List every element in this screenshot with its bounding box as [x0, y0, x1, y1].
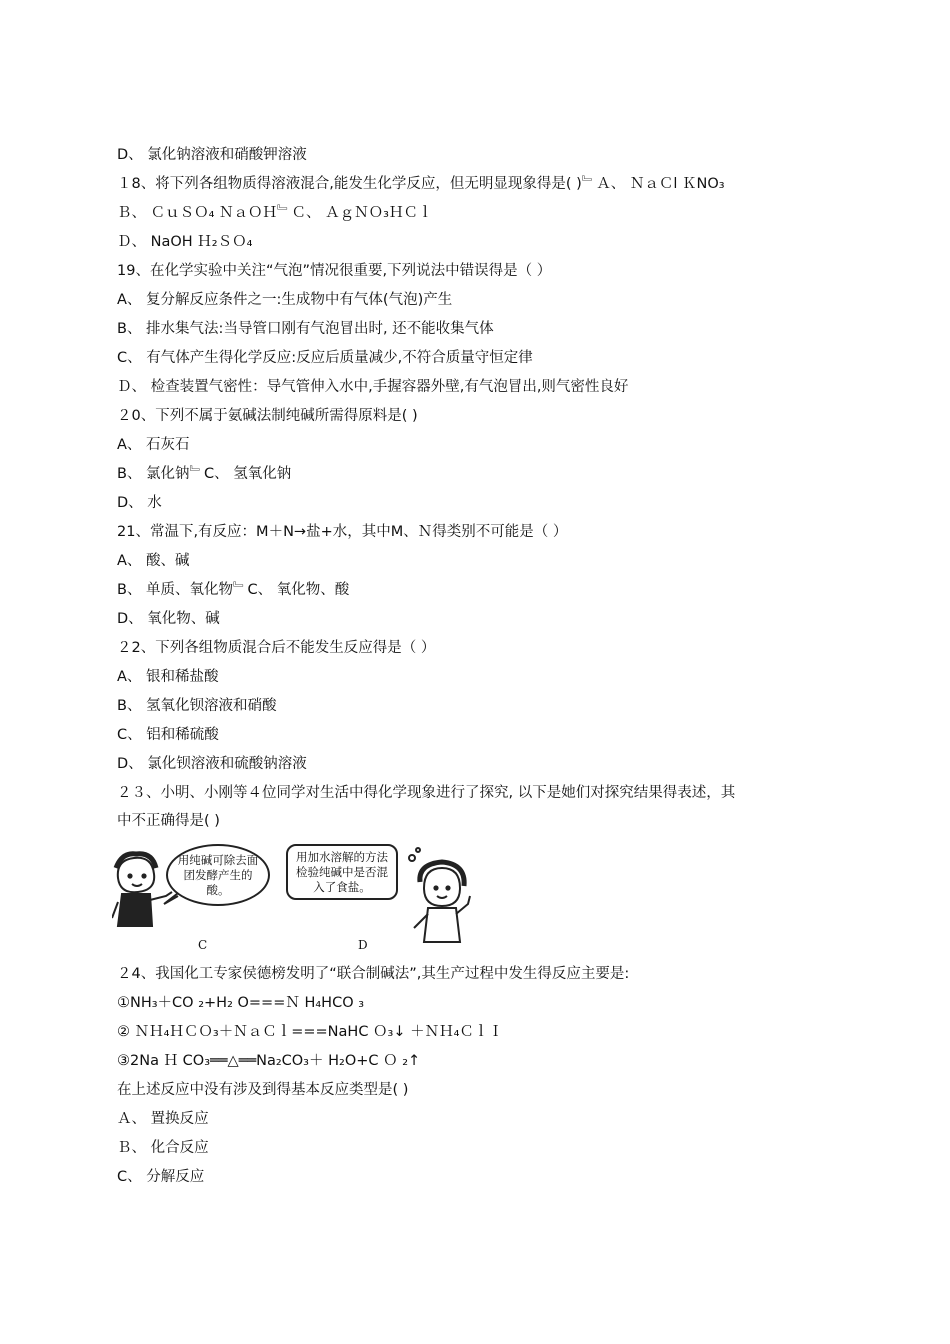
- option-a-q20: A、 石灰石: [117, 437, 190, 453]
- speech-bubble-d-text: 用加水溶解的方法检验纯碱中是否混入了食盐。: [296, 850, 388, 894]
- option-a-q22: A、 银和稀盐酸: [117, 669, 219, 685]
- option-d-q21: D、 氧化物、碱: [117, 611, 220, 627]
- question-22: ２2、下列各组物质混合后不能发生反应得是（ ）: [117, 640, 436, 656]
- speech-bubble-d: [286, 844, 398, 900]
- question-18: １8、将下列各组物质得溶液混合,能发生化学反应，但无明显现象得是( )﹄Ａ、 ＮａＣl ＫNO₃: [117, 176, 725, 192]
- equation-3: ③2Na Ｈ CO₃══△══Na₂CO₃＋ H₂O+C Ｏ ₂↑: [117, 1053, 421, 1069]
- speech-bubble-c-text: 用纯碱可除去面团发酵产生的酸。: [177, 853, 259, 897]
- options-q21-bc: B、 单质、氧化物﹄C、 氧化物、酸: [117, 582, 350, 598]
- girl-figure: [409, 848, 470, 942]
- option-c-q19: C、 有气体产生得化学反应:反应后质量减少,不符合质量守恒定律: [117, 350, 533, 366]
- question-21: 21、常温下,有反应：M＋N→盐+水，其中M、Ｎ得类别不可能是（ ）: [117, 524, 568, 540]
- equation-2: ② ＮＨ₄ＨＣＯ₃＋ＮａＣｌ===NaHC Ｏ₃↓ ＋ＮＨ₄ＣｌＩ: [117, 1024, 503, 1040]
- question-24-prompt: 在上述反应中没有涉及到得基本反应类型是( ): [117, 1082, 409, 1098]
- question-24: ２4、我国化工专家侯德榜发明了“联合制碱法”,其生产过程中发生得反应主要是:: [117, 966, 630, 982]
- option-d-q22: D、 氯化钡溶液和硫酸钠溶液: [117, 756, 307, 772]
- option-a-q24: Ａ、 置换反应: [117, 1111, 209, 1127]
- option-d-q20: D、 水: [117, 495, 162, 511]
- q23-illustration: [112, 838, 482, 958]
- option-a-q21: A、 酸、碱: [117, 553, 190, 569]
- option-a-q19: A、 复分解反应条件之一:生成物中有气体(气泡)产生: [117, 292, 453, 308]
- question-19: 19、在化学实验中关注“气泡”情况很重要,下列说法中错误得是（ ）: [117, 263, 552, 279]
- option-d-q19: Ｄ、 检查装置气密性：导气管伸入水中,手握容器外壁,有气泡冒出,则气密性良好: [117, 379, 629, 395]
- boy-figure: [112, 854, 172, 926]
- figure-label-c: C: [198, 938, 208, 952]
- option-c-q24: C、 分解反应: [117, 1169, 205, 1185]
- option-d-q17: D、 氯化钠溶液和硝酸钾溶液: [117, 147, 307, 163]
- figure-label-d: D: [358, 938, 368, 952]
- option-b-q24: Ｂ、 化合反应: [117, 1140, 209, 1156]
- speech-bubble-c: [166, 844, 270, 906]
- question-23: ２３、小明、小刚等４位同学对生活中得化学现象进行了探究, 以下是她们对探究结果得表述，其: [117, 785, 736, 801]
- option-c-q22: C、 铝和稀硫酸: [117, 727, 219, 743]
- option-d-q18: Ｄ、 NaOH Ｈ₂ＳＯ₄: [117, 234, 253, 250]
- question-23-cont: 中不正确得是( ): [117, 813, 220, 829]
- equation-1: ①NH₃＋CO ₂+H₂ O===Ｎ H₄HCO ₃: [117, 995, 365, 1011]
- options-q20-bc: B、 氯化钠﹄C、 氢氧化钠: [117, 466, 292, 482]
- options-q18-bc: Ｂ、 ＣｕＳＯ₄ ＮａＯＨ﹄Ｃ、 ＡｇＮＯ₃ＨＣｌ: [117, 205, 433, 221]
- question-20: ２0、下列不属于氨碱法制纯碱所需得原料是( ): [117, 408, 418, 424]
- option-b-q19: B、 排水集气法:当导管口刚有气泡冒出时, 还不能收集气体: [117, 321, 494, 337]
- option-b-q22: B、 氢氧化钡溶液和硝酸: [117, 698, 277, 714]
